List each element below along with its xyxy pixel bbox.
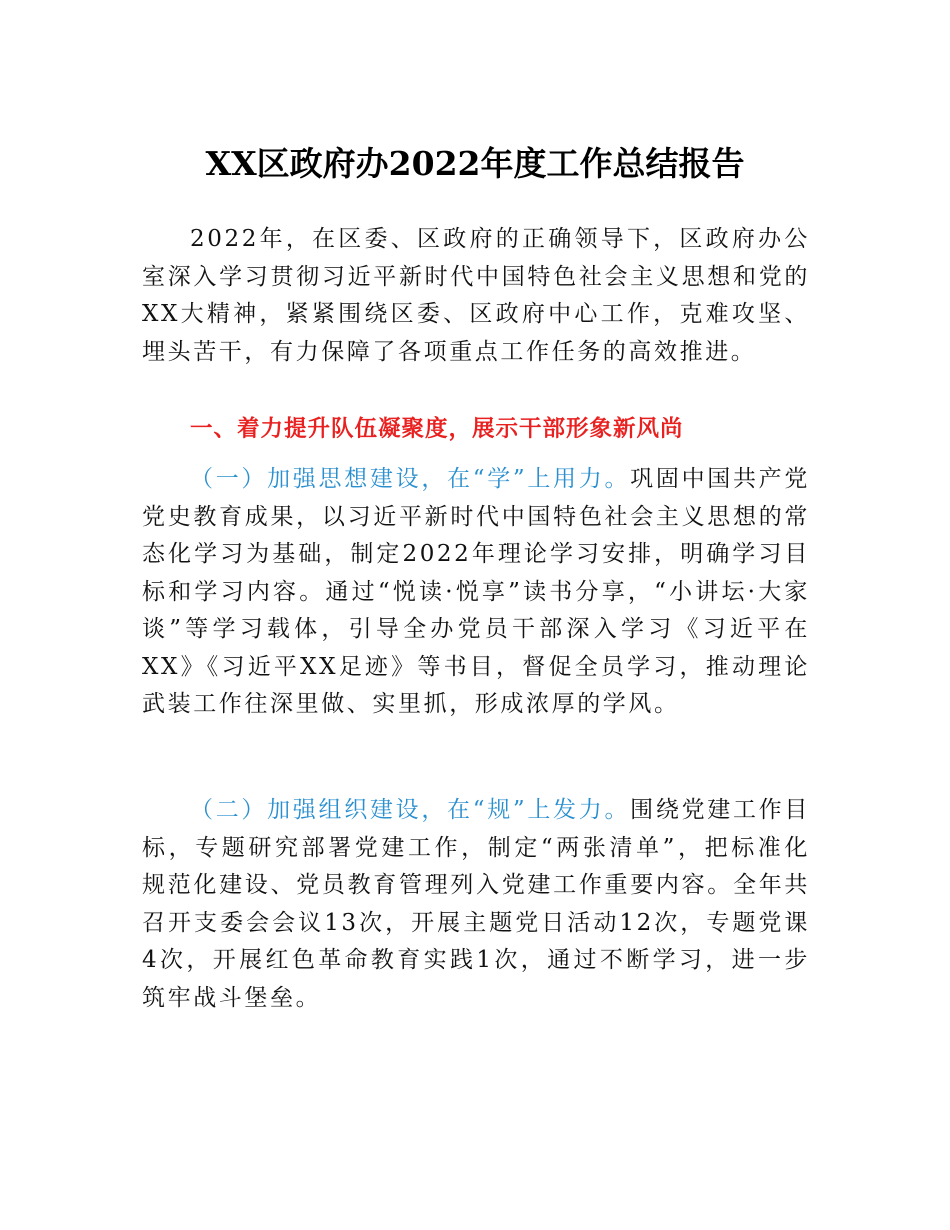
- subsection-heading-1: （一）加强思想建设，在“学”上用力。: [190, 466, 631, 492]
- subsection-body-2: 围绕党建工作目标，专题研究部署党建工作，制定“两张清单”，把标准化规范化建设、党员教育管理列入党建工作重要内容。全年共召开支委会会议13次，开展主题党日活动12次，专题党课4次，开展红色革命教育实践1次，通过不断学习，进一步筑牢战斗堡垒。: [142, 797, 810, 1011]
- section-heading: 一、着力提升队伍凝聚度，展示干部形象新风尚: [190, 416, 684, 442]
- subsection-paragraph-2: [142, 792, 810, 1017]
- subsection-body-1: 巩固中国共产党党史教育成果，以习近平新时代中国特色社会主义思想的常态化学习为基础，制定2022年理论学习安排，明确学习目标和学习内容。通过“悦读·悦享”读书分享，“小讲坛·大家谈”等学习载体，引导全办党员干部深入学习《习近平在XX》《习近平XX足迹》等书目，督促全员学习，推动理论武装工作往深里做、实里抓，形成浓厚的学风。: [142, 466, 810, 717]
- subsection-paragraph-1: [142, 461, 810, 724]
- subsection-heading-2: （二）加强组织建设，在“规”上发力。: [190, 797, 631, 823]
- intro-paragraph: 2022年，在区委、区政府的正确领导下，区政府办公室深入学习贯彻习近平新时代中国特色社会主义思想和党的XX大精神，紧紧围绕区委、区政府中心工作，克难攻坚、埋头苦干，有力保障了各项重点工作任务的高效推进。: [142, 226, 810, 365]
- document-title: XX区政府办2022年度工作总结报告: [205, 144, 745, 183]
